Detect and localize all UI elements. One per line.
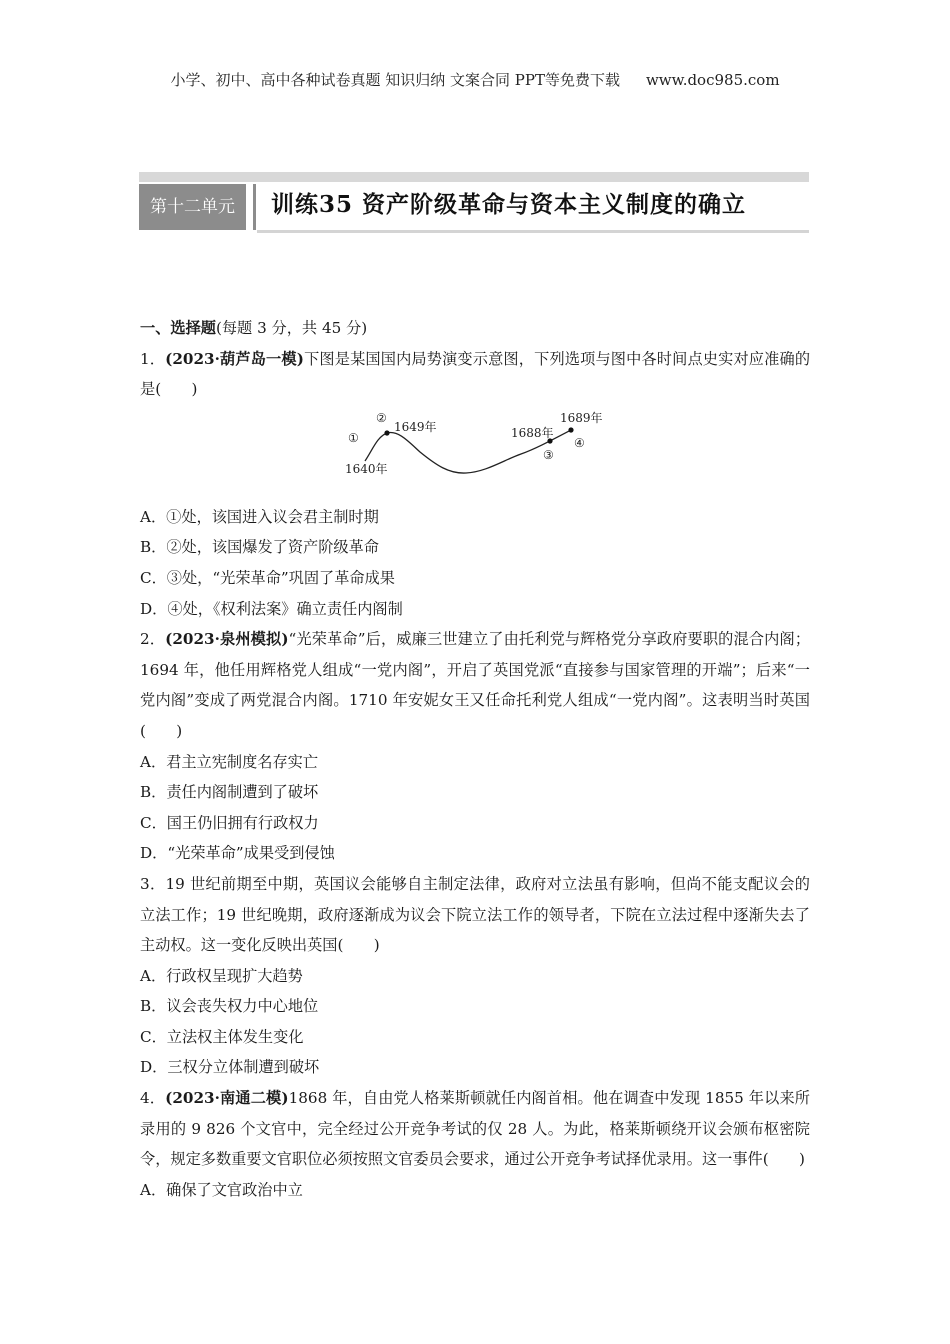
- chapter-title: 训练35 资产阶级革命与资本主义制度的确立: [271, 191, 747, 218]
- section-note: (每题 3 分，共 45 分): [215, 319, 368, 337]
- question-number: 3．: [140, 874, 166, 893]
- question-2: [140, 624, 810, 746]
- question-4: [140, 1083, 810, 1175]
- situation-diagram: [140, 405, 810, 502]
- question-1: [140, 344, 810, 405]
- watermark-text: 小学、初中、高中各种试卷真题 知识归纳 文案合同 PPT等免费下载: [170, 71, 620, 89]
- marker-4: ④: [574, 435, 585, 450]
- unit-label: 第十二单元: [139, 184, 246, 230]
- option-b[interactable]: B．②处，该国爆发了资产阶级革命: [140, 538, 379, 557]
- option-a[interactable]: A．①处，该国进入议会君主制时期: [140, 507, 379, 526]
- question-number: 4．: [140, 1089, 166, 1108]
- question-source: (2023·泉州模拟): [165, 630, 289, 649]
- year-1688: 1688年: [511, 425, 554, 440]
- option-d[interactable]: D．④处，《权利法案》确立责任内阁制: [140, 599, 403, 618]
- year-1640: 1640年: [345, 461, 388, 476]
- question-stem: 1868 年，自由党人格莱斯顿就任内阁首相。他在调查中发现 1855 年以来所录用的 9 826 个文官中，完全经过公开竞争考试的仅 28 人。为此，格莱斯顿绕开议会颁布枢密院令，规定多数重要文官职位必须按照文官委员会要求，通过公开竞争考试择优录用。这一事件( ): [140, 1089, 810, 1169]
- question-stem: “光荣革命”后，威廉三世建立了由托利党与辉格党分享政府要职的混合内阁；1694 年，他任用辉格党人组成“一党内阁”，开启了英国党派“直接参与国家管理的开端”；后来“一党内阁”变成了两党混合内阁。1710 年安妮女王又任命托利党人组成“一党内阁”。这表明当时英国( ): [140, 630, 811, 740]
- section-heading: [140, 313, 810, 344]
- option-c[interactable]: C．③处，“光荣革命”巩固了革命成果: [140, 568, 395, 587]
- option-c[interactable]: C．国王仍旧拥有行政权力: [140, 813, 319, 832]
- banner-divider: [253, 184, 256, 230]
- year-1649: 1649年: [394, 419, 437, 434]
- question-stem: 19 世纪前期至中期，英国议会能够自主制定法律，政府对立法虽有影响，但尚不能支配议会的立法工作；19 世纪晚期，政府逐渐成为议会下院立法工作的领导者，下院在立法过程中逐渐失去了主动权。这一变化反映出英国( ): [140, 874, 810, 955]
- watermark-url: www.doc985.com: [645, 71, 780, 89]
- marker-2: ②: [376, 410, 387, 425]
- chapter-banner: [139, 172, 809, 242]
- question-number: 2．: [140, 630, 166, 649]
- question-source: (2023·南通二模): [165, 1089, 289, 1108]
- section-label: 一、选择题: [140, 319, 216, 337]
- banner-underline: [257, 230, 809, 233]
- trend-curve-diagram: [336, 407, 616, 497]
- option-d[interactable]: D．三权分立体制遭到破坏: [140, 1058, 320, 1077]
- option-a[interactable]: A．行政权呈现扩大趋势: [140, 966, 303, 985]
- question-number: 1．: [140, 349, 166, 368]
- marker-3: ③: [543, 447, 554, 462]
- option-b[interactable]: B．议会丧失权力中心地位: [140, 997, 319, 1016]
- option-b[interactable]: B．责任内阁制遭到了破坏: [140, 783, 319, 802]
- question-sheet: [140, 313, 810, 1205]
- option-a[interactable]: A．君主立宪制度名存实亡: [140, 752, 319, 771]
- question-source: (2023·葫芦岛一模): [165, 349, 304, 368]
- marker-1: ①: [348, 430, 359, 445]
- option-a[interactable]: A．确保了文官政治中立: [140, 1180, 303, 1199]
- header-watermark: [0, 69, 950, 90]
- year-1689: 1689年: [560, 410, 603, 425]
- option-c[interactable]: C．立法权主体发生变化: [140, 1027, 304, 1046]
- question-3: [140, 869, 810, 961]
- point-1689: [568, 427, 573, 432]
- question-stem: 下图是某国国内局势演变示意图，下列选项与图中各时间点史实对应准确的是( ): [140, 349, 811, 399]
- option-d[interactable]: D．“光荣革命”成果受到侵蚀: [140, 844, 335, 863]
- point-1649: [384, 430, 389, 435]
- banner-top-bar: [139, 172, 809, 182]
